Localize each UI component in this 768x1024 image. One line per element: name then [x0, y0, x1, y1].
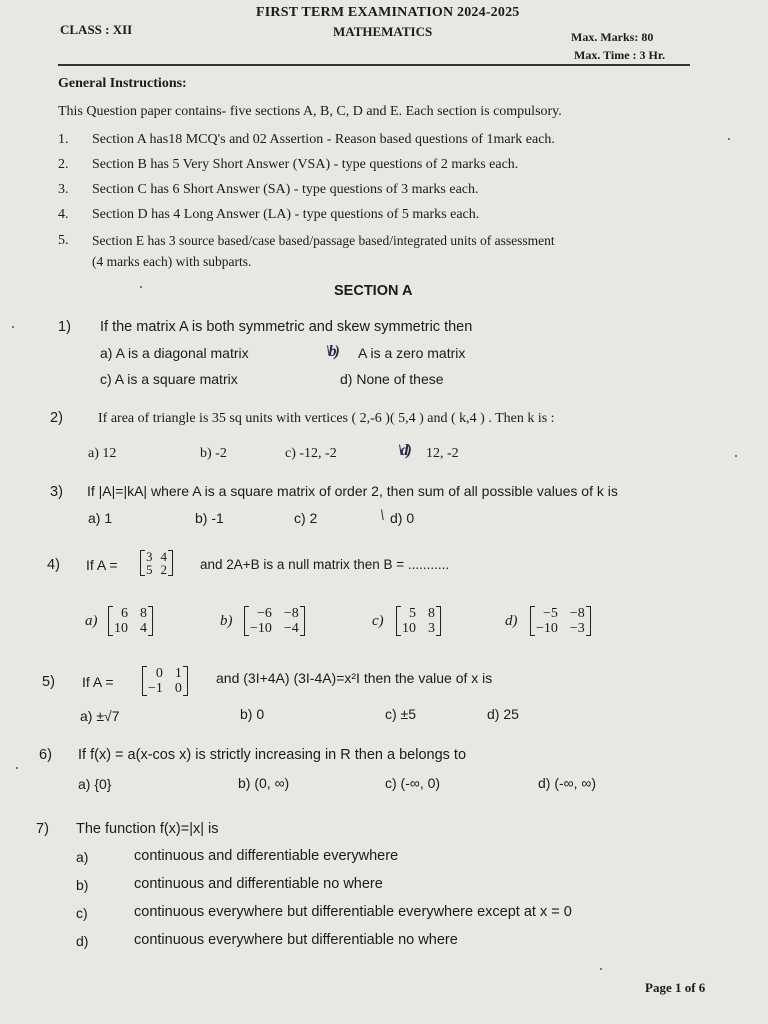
option-d: d) 25 — [487, 706, 519, 722]
option-c-matrix — [396, 604, 441, 636]
instruction-num: 2. — [58, 157, 69, 172]
option-d: d) (-∞, ∞) — [538, 775, 597, 791]
scan-speck — [16, 767, 18, 769]
option-a: a) ±√7 — [80, 708, 120, 724]
option-c: c) (-∞, 0) — [385, 775, 441, 791]
instructions-heading: General Instructions: — [58, 76, 187, 91]
option-c-label: c) — [372, 613, 384, 629]
max-marks: Max. Marks: 80 — [571, 30, 654, 44]
page-number: Page 1 of 6 — [645, 980, 706, 995]
option-text: continuous everywhere but differentiable no where — [134, 932, 458, 948]
matrix-entry: −4 — [283, 621, 299, 636]
matrix-entry: 4 — [160, 549, 167, 564]
matrix-entry: −10 — [250, 621, 272, 636]
option-a: a) {0} — [78, 776, 112, 792]
subject-title: MATHEMATICS — [333, 24, 433, 39]
answer-tick-mark: \ — [380, 507, 383, 524]
question-text: If |A|=|kA| where A is a square matrix of order 2, then sum of all possible values of k is — [87, 483, 618, 499]
option-a-matrix — [108, 604, 153, 636]
answer-tick-mark: \d) — [398, 442, 410, 459]
matrix-entry: −1 — [148, 681, 163, 696]
matrix-entry: 10 — [114, 621, 128, 636]
scan-speck — [140, 286, 142, 288]
option-b: b) (0, ∞) — [238, 775, 290, 791]
matrix-entry: −8 — [569, 606, 585, 621]
question-prefix: If A = — [82, 674, 114, 690]
scan-speck — [735, 455, 737, 457]
matrix-entry: 4 — [140, 621, 147, 636]
max-time: Max. Time : 3 Hr. — [574, 48, 666, 62]
header-divider — [58, 64, 690, 66]
section-title: SECTION A — [334, 283, 413, 299]
question-number: 4) — [47, 557, 60, 573]
question-text: If f(x) = a(x-cos x) is strictly increasing in R then a belongs to — [78, 747, 467, 763]
option-d-matrix — [530, 604, 591, 636]
option-b-label: b) — [220, 613, 233, 629]
option-b: A is a zero matrix — [358, 345, 466, 361]
question-prefix: If A = — [86, 557, 118, 573]
matrix-entry: 3 — [146, 549, 153, 564]
question-text: and 2A+B is a null matrix then B = ........... — [200, 557, 450, 572]
instruction-num: 4. — [58, 207, 69, 222]
instruction-text: Section A has18 MCQ's and 02 Assertion - Reason based questions of 1mark each. — [92, 132, 555, 147]
instruction-text: Section B has 5 Very Short Answer (VSA) - type questions of 2 marks each. — [92, 157, 519, 172]
question-text: and (3I+4A) (3I-4A)=x²I then the value of x is — [216, 670, 493, 686]
matrix-A — [142, 664, 188, 696]
matrix-entry: 5 — [409, 606, 416, 621]
class-label: CLASS : XII — [60, 22, 133, 37]
question-number: 1) — [58, 319, 71, 335]
option-c: c) A is a square matrix — [100, 371, 238, 387]
option-d-label: d) — [505, 613, 518, 629]
matrix-entry: 8 — [140, 606, 147, 621]
option-d: d) None of these — [340, 371, 444, 387]
option-b: b) 0 — [240, 706, 265, 722]
matrix-entry: 10 — [402, 621, 416, 636]
option-b: b) -1 — [195, 510, 224, 526]
option-c: c) 2 — [294, 510, 318, 526]
matrix-entry: 5 — [146, 562, 153, 577]
option-label: b) — [76, 877, 89, 893]
matrix-entry: 6 — [121, 606, 128, 621]
option-a: a) 1 — [88, 510, 113, 526]
scan-speck — [12, 326, 14, 328]
question-text: If area of triangle is 35 sq units with vertices ( 2,-6 )( 5,4 ) and ( k,4 ) . Then k is : — [98, 411, 555, 426]
instructions-intro: This Question paper contains- five sections A, B, C, D and E. Each section is compulsory. — [58, 104, 562, 119]
matrix-A — [140, 548, 173, 576]
matrix-entry: −3 — [569, 621, 585, 636]
instruction-num: 1. — [58, 132, 69, 147]
option-b-matrix — [244, 604, 305, 636]
option-text: continuous and differentiable no where — [134, 876, 383, 892]
option-c: c) -12, -2 — [285, 446, 337, 461]
instruction-text: Section E has 3 source based/case based/passage based/integrated units of assessment — [92, 233, 555, 248]
option-label: c) — [76, 905, 88, 921]
matrix-entry: −5 — [543, 606, 558, 621]
matrix-entry: 8 — [428, 606, 435, 621]
question-number: 5) — [42, 674, 55, 690]
question-number: 7) — [36, 821, 49, 837]
question-number: 2) — [50, 410, 63, 426]
option-b: b) -2 — [200, 446, 227, 461]
instruction-text-cont: (4 marks each) with subparts. — [92, 254, 252, 269]
instruction-text: Section C has 6 Short Answer (SA) - type questions of 3 marks each. — [92, 182, 479, 197]
option-a-label: a) — [85, 613, 98, 629]
matrix-entry: −10 — [536, 621, 558, 636]
option-label: a) — [76, 849, 89, 865]
matrix-entry: 2 — [160, 562, 167, 577]
instruction-text: Section D has 4 Long Answer (LA) - type questions of 5 marks each. — [92, 207, 480, 222]
option-label: d) — [76, 933, 89, 949]
scan-speck — [728, 138, 730, 140]
question-number: 6) — [39, 747, 52, 763]
option-a: a) A is a diagonal matrix — [100, 345, 249, 361]
scan-speck — [600, 968, 602, 970]
matrix-entry: 1 — [174, 666, 182, 681]
option-c: c) ±5 — [385, 706, 417, 722]
matrix-entry: 3 — [428, 621, 435, 636]
question-number: 3) — [50, 484, 63, 500]
option-text: continuous and differentiable everywhere — [134, 848, 399, 864]
question-text: The function f(x)=|x| is — [76, 821, 219, 837]
matrix-entry: 0 — [174, 681, 182, 696]
instruction-num: 5. — [58, 233, 69, 248]
matrix-entry: −6 — [257, 606, 272, 621]
question-text: If the matrix A is both symmetric and skew symmetric then — [100, 319, 473, 335]
matrix-entry: −8 — [283, 606, 299, 621]
option-text: continuous everywhere but differentiable everywhere except at x = 0 — [134, 904, 572, 920]
matrix-entry: 0 — [155, 666, 163, 681]
option-d: d) 0 — [390, 510, 415, 526]
instruction-num: 3. — [58, 182, 69, 197]
answer-tick-mark: \b) — [326, 343, 338, 360]
option-d: 12, -2 — [426, 446, 459, 461]
option-a: a) 12 — [88, 446, 117, 461]
exam-title: FIRST TERM EXAMINATION 2024-2025 — [256, 5, 520, 20]
